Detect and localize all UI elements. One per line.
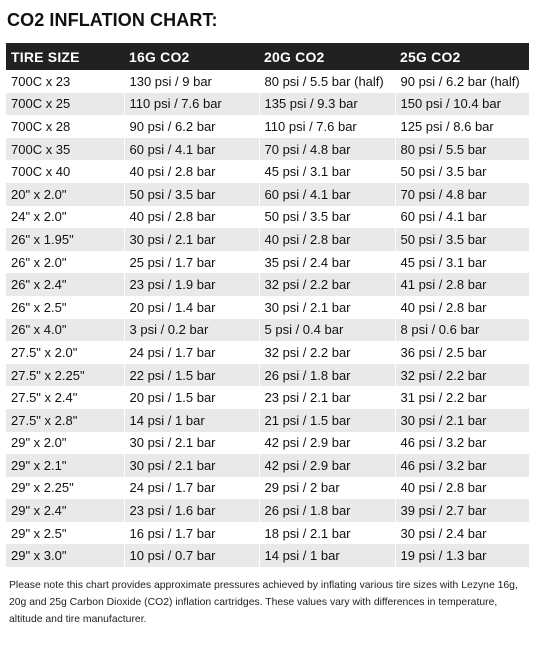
co2-25g-cell: 80 psi / 5.5 bar bbox=[395, 138, 529, 161]
co2-20g-cell: 26 psi / 1.8 bar bbox=[259, 499, 395, 522]
header-16g-co2: 16G CO2 bbox=[129, 48, 190, 65]
co2-20g-cell: 23 psi / 2.1 bar bbox=[259, 386, 395, 409]
tire-size-cell: 29" x 2.0" bbox=[6, 432, 124, 455]
co2-16g-cell: 50 psi / 3.5 bar bbox=[124, 183, 259, 206]
table-row bbox=[6, 364, 529, 387]
co2-25g-cell: 50 psi / 3.5 bar bbox=[395, 160, 529, 183]
co2-25g-cell: 39 psi / 2.7 bar bbox=[395, 499, 529, 522]
co2-20g-cell: 70 psi / 4.8 bar bbox=[259, 138, 395, 161]
table-row bbox=[6, 206, 529, 229]
table-row bbox=[6, 499, 529, 522]
co2-16g-cell: 30 psi / 2.1 bar bbox=[124, 432, 259, 455]
co2-20g-cell: 60 psi / 4.1 bar bbox=[259, 183, 395, 206]
table-row bbox=[6, 544, 529, 567]
co2-20g-cell: 14 psi / 1 bar bbox=[259, 544, 395, 567]
tire-size-cell: 700C x 35 bbox=[6, 138, 124, 161]
co2-20g-cell: 32 psi / 2.2 bar bbox=[259, 273, 395, 296]
co2-16g-cell: 60 psi / 4.1 bar bbox=[124, 138, 259, 161]
co2-25g-cell: 125 psi / 8.6 bar bbox=[395, 115, 529, 138]
table-row bbox=[6, 138, 529, 161]
co2-20g-cell: 80 psi / 5.5 bar (half) bbox=[259, 70, 395, 93]
table-row bbox=[6, 477, 529, 500]
tire-size-cell: 700C x 23 bbox=[6, 70, 124, 93]
tire-size-cell: 27.5" x 2.8" bbox=[6, 409, 124, 432]
table-row bbox=[6, 93, 529, 116]
co2-16g-cell: 20 psi / 1.5 bar bbox=[124, 386, 259, 409]
page-title: CO2 INFLATION CHART: bbox=[7, 10, 218, 30]
co2-25g-cell: 30 psi / 2.4 bar bbox=[395, 522, 529, 545]
header-tire-size: TIRE SIZE bbox=[11, 48, 80, 65]
tire-size-cell: 29" x 2.25" bbox=[6, 477, 124, 500]
co2-inflation-table bbox=[6, 43, 530, 567]
co2-25g-cell: 36 psi / 2.5 bar bbox=[395, 341, 529, 364]
co2-20g-cell: 42 psi / 2.9 bar bbox=[259, 454, 395, 477]
tire-size-cell: 29" x 3.0" bbox=[6, 544, 124, 567]
table-row bbox=[6, 296, 529, 319]
tire-size-cell: 27.5" x 2.4" bbox=[6, 386, 124, 409]
co2-16g-cell: 130 psi / 9 bar bbox=[124, 70, 259, 93]
table-row bbox=[6, 70, 529, 93]
tire-size-cell: 29" x 2.1" bbox=[6, 454, 124, 477]
table-row bbox=[6, 183, 529, 206]
co2-25g-cell: 19 psi / 1.3 bar bbox=[395, 544, 529, 567]
co2-16g-cell: 24 psi / 1.7 bar bbox=[124, 341, 259, 364]
co2-20g-cell: 135 psi / 9.3 bar bbox=[259, 93, 395, 116]
header-20g-co2: 20G CO2 bbox=[264, 48, 325, 65]
co2-20g-cell: 18 psi / 2.1 bar bbox=[259, 522, 395, 545]
tire-size-cell: 26" x 2.5" bbox=[6, 296, 124, 319]
co2-25g-cell: 32 psi / 2.2 bar bbox=[395, 364, 529, 387]
table-row bbox=[6, 228, 529, 251]
co2-16g-cell: 3 psi / 0.2 bar bbox=[124, 319, 259, 342]
co2-16g-cell: 23 psi / 1.6 bar bbox=[124, 499, 259, 522]
co2-25g-cell: 41 psi / 2.8 bar bbox=[395, 273, 529, 296]
co2-20g-cell: 50 psi / 3.5 bar bbox=[259, 206, 395, 229]
tire-size-cell: 29" x 2.4" bbox=[6, 499, 124, 522]
tire-size-cell: 27.5" x 2.25" bbox=[6, 364, 124, 387]
co2-16g-cell: 110 psi / 7.6 bar bbox=[124, 93, 259, 116]
co2-20g-cell: 45 psi / 3.1 bar bbox=[259, 160, 395, 183]
co2-16g-cell: 24 psi / 1.7 bar bbox=[124, 477, 259, 500]
co2-25g-cell: 40 psi / 2.8 bar bbox=[395, 296, 529, 319]
tire-size-cell: 20" x 2.0" bbox=[6, 183, 124, 206]
co2-25g-cell: 31 psi / 2.2 bar bbox=[395, 386, 529, 409]
co2-16g-cell: 20 psi / 1.4 bar bbox=[124, 296, 259, 319]
table-header bbox=[6, 43, 529, 70]
co2-25g-cell: 150 psi / 10.4 bar bbox=[395, 93, 529, 116]
co2-25g-cell: 40 psi / 2.8 bar bbox=[395, 477, 529, 500]
tire-size-cell: 26" x 1.95" bbox=[6, 228, 124, 251]
footnote: Please note this chart provides approximate pressures achieved by inflating various tire sizes with Lezyne 16g, 20g and 25g Carbon Dioxide (CO2) inflation cartridges. These values vary with differences in temperature, altitude and tire manufacturer. bbox=[9, 580, 518, 625]
co2-16g-cell: 23 psi / 1.9 bar bbox=[124, 273, 259, 296]
co2-20g-cell: 110 psi / 7.6 bar bbox=[259, 115, 395, 138]
table-row bbox=[6, 454, 529, 477]
table-row bbox=[6, 115, 529, 138]
tire-size-cell: 700C x 28 bbox=[6, 115, 124, 138]
co2-25g-cell: 70 psi / 4.8 bar bbox=[395, 183, 529, 206]
tire-size-cell: 700C x 25 bbox=[6, 93, 124, 116]
co2-25g-cell: 45 psi / 3.1 bar bbox=[395, 251, 529, 274]
co2-20g-cell: 42 psi / 2.9 bar bbox=[259, 432, 395, 455]
co2-20g-cell: 26 psi / 1.8 bar bbox=[259, 364, 395, 387]
table-row bbox=[6, 386, 529, 409]
co2-16g-cell: 40 psi / 2.8 bar bbox=[124, 206, 259, 229]
tire-size-cell: 24" x 2.0" bbox=[6, 206, 124, 229]
co2-20g-cell: 32 psi / 2.2 bar bbox=[259, 341, 395, 364]
co2-20g-cell: 29 psi / 2 bar bbox=[259, 477, 395, 500]
co2-20g-cell: 40 psi / 2.8 bar bbox=[259, 228, 395, 251]
tire-size-cell: 29" x 2.5" bbox=[6, 522, 124, 545]
co2-16g-cell: 16 psi / 1.7 bar bbox=[124, 522, 259, 545]
co2-16g-cell: 10 psi / 0.7 bar bbox=[124, 544, 259, 567]
table-row bbox=[6, 251, 529, 274]
tire-size-cell: 26" x 2.0" bbox=[6, 251, 124, 274]
table-row bbox=[6, 319, 529, 342]
co2-16g-cell: 40 psi / 2.8 bar bbox=[124, 160, 259, 183]
co2-25g-cell: 30 psi / 2.1 bar bbox=[395, 409, 529, 432]
tire-size-cell: 27.5" x 2.0" bbox=[6, 341, 124, 364]
co2-16g-cell: 25 psi / 1.7 bar bbox=[124, 251, 259, 274]
table-row bbox=[6, 273, 529, 296]
tire-size-cell: 26" x 4.0" bbox=[6, 319, 124, 342]
co2-25g-cell: 8 psi / 0.6 bar bbox=[395, 319, 529, 342]
header-25g-co2: 25G CO2 bbox=[400, 48, 461, 65]
table-row bbox=[6, 522, 529, 545]
co2-16g-cell: 14 psi / 1 bar bbox=[124, 409, 259, 432]
tire-size-cell: 26" x 2.4" bbox=[6, 273, 124, 296]
table-row bbox=[6, 341, 529, 364]
co2-16g-cell: 30 psi / 2.1 bar bbox=[124, 228, 259, 251]
co2-25g-cell: 50 psi / 3.5 bar bbox=[395, 228, 529, 251]
header-row bbox=[6, 43, 529, 70]
tire-size-cell: 700C x 40 bbox=[6, 160, 124, 183]
co2-20g-cell: 35 psi / 2.4 bar bbox=[259, 251, 395, 274]
table-body bbox=[6, 70, 529, 567]
co2-25g-cell: 46 psi / 3.2 bar bbox=[395, 432, 529, 455]
co2-16g-cell: 90 psi / 6.2 bar bbox=[124, 115, 259, 138]
co2-20g-cell: 5 psi / 0.4 bar bbox=[259, 319, 395, 342]
co2-16g-cell: 22 psi / 1.5 bar bbox=[124, 364, 259, 387]
co2-20g-cell: 30 psi / 2.1 bar bbox=[259, 296, 395, 319]
co2-25g-cell: 90 psi / 6.2 bar (half) bbox=[395, 70, 529, 93]
table-row bbox=[6, 160, 529, 183]
co2-25g-cell: 46 psi / 3.2 bar bbox=[395, 454, 529, 477]
co2-16g-cell: 30 psi / 2.1 bar bbox=[124, 454, 259, 477]
co2-20g-cell: 21 psi / 1.5 bar bbox=[259, 409, 395, 432]
table-row bbox=[6, 432, 529, 455]
table-row bbox=[6, 409, 529, 432]
co2-25g-cell: 60 psi / 4.1 bar bbox=[395, 206, 529, 229]
